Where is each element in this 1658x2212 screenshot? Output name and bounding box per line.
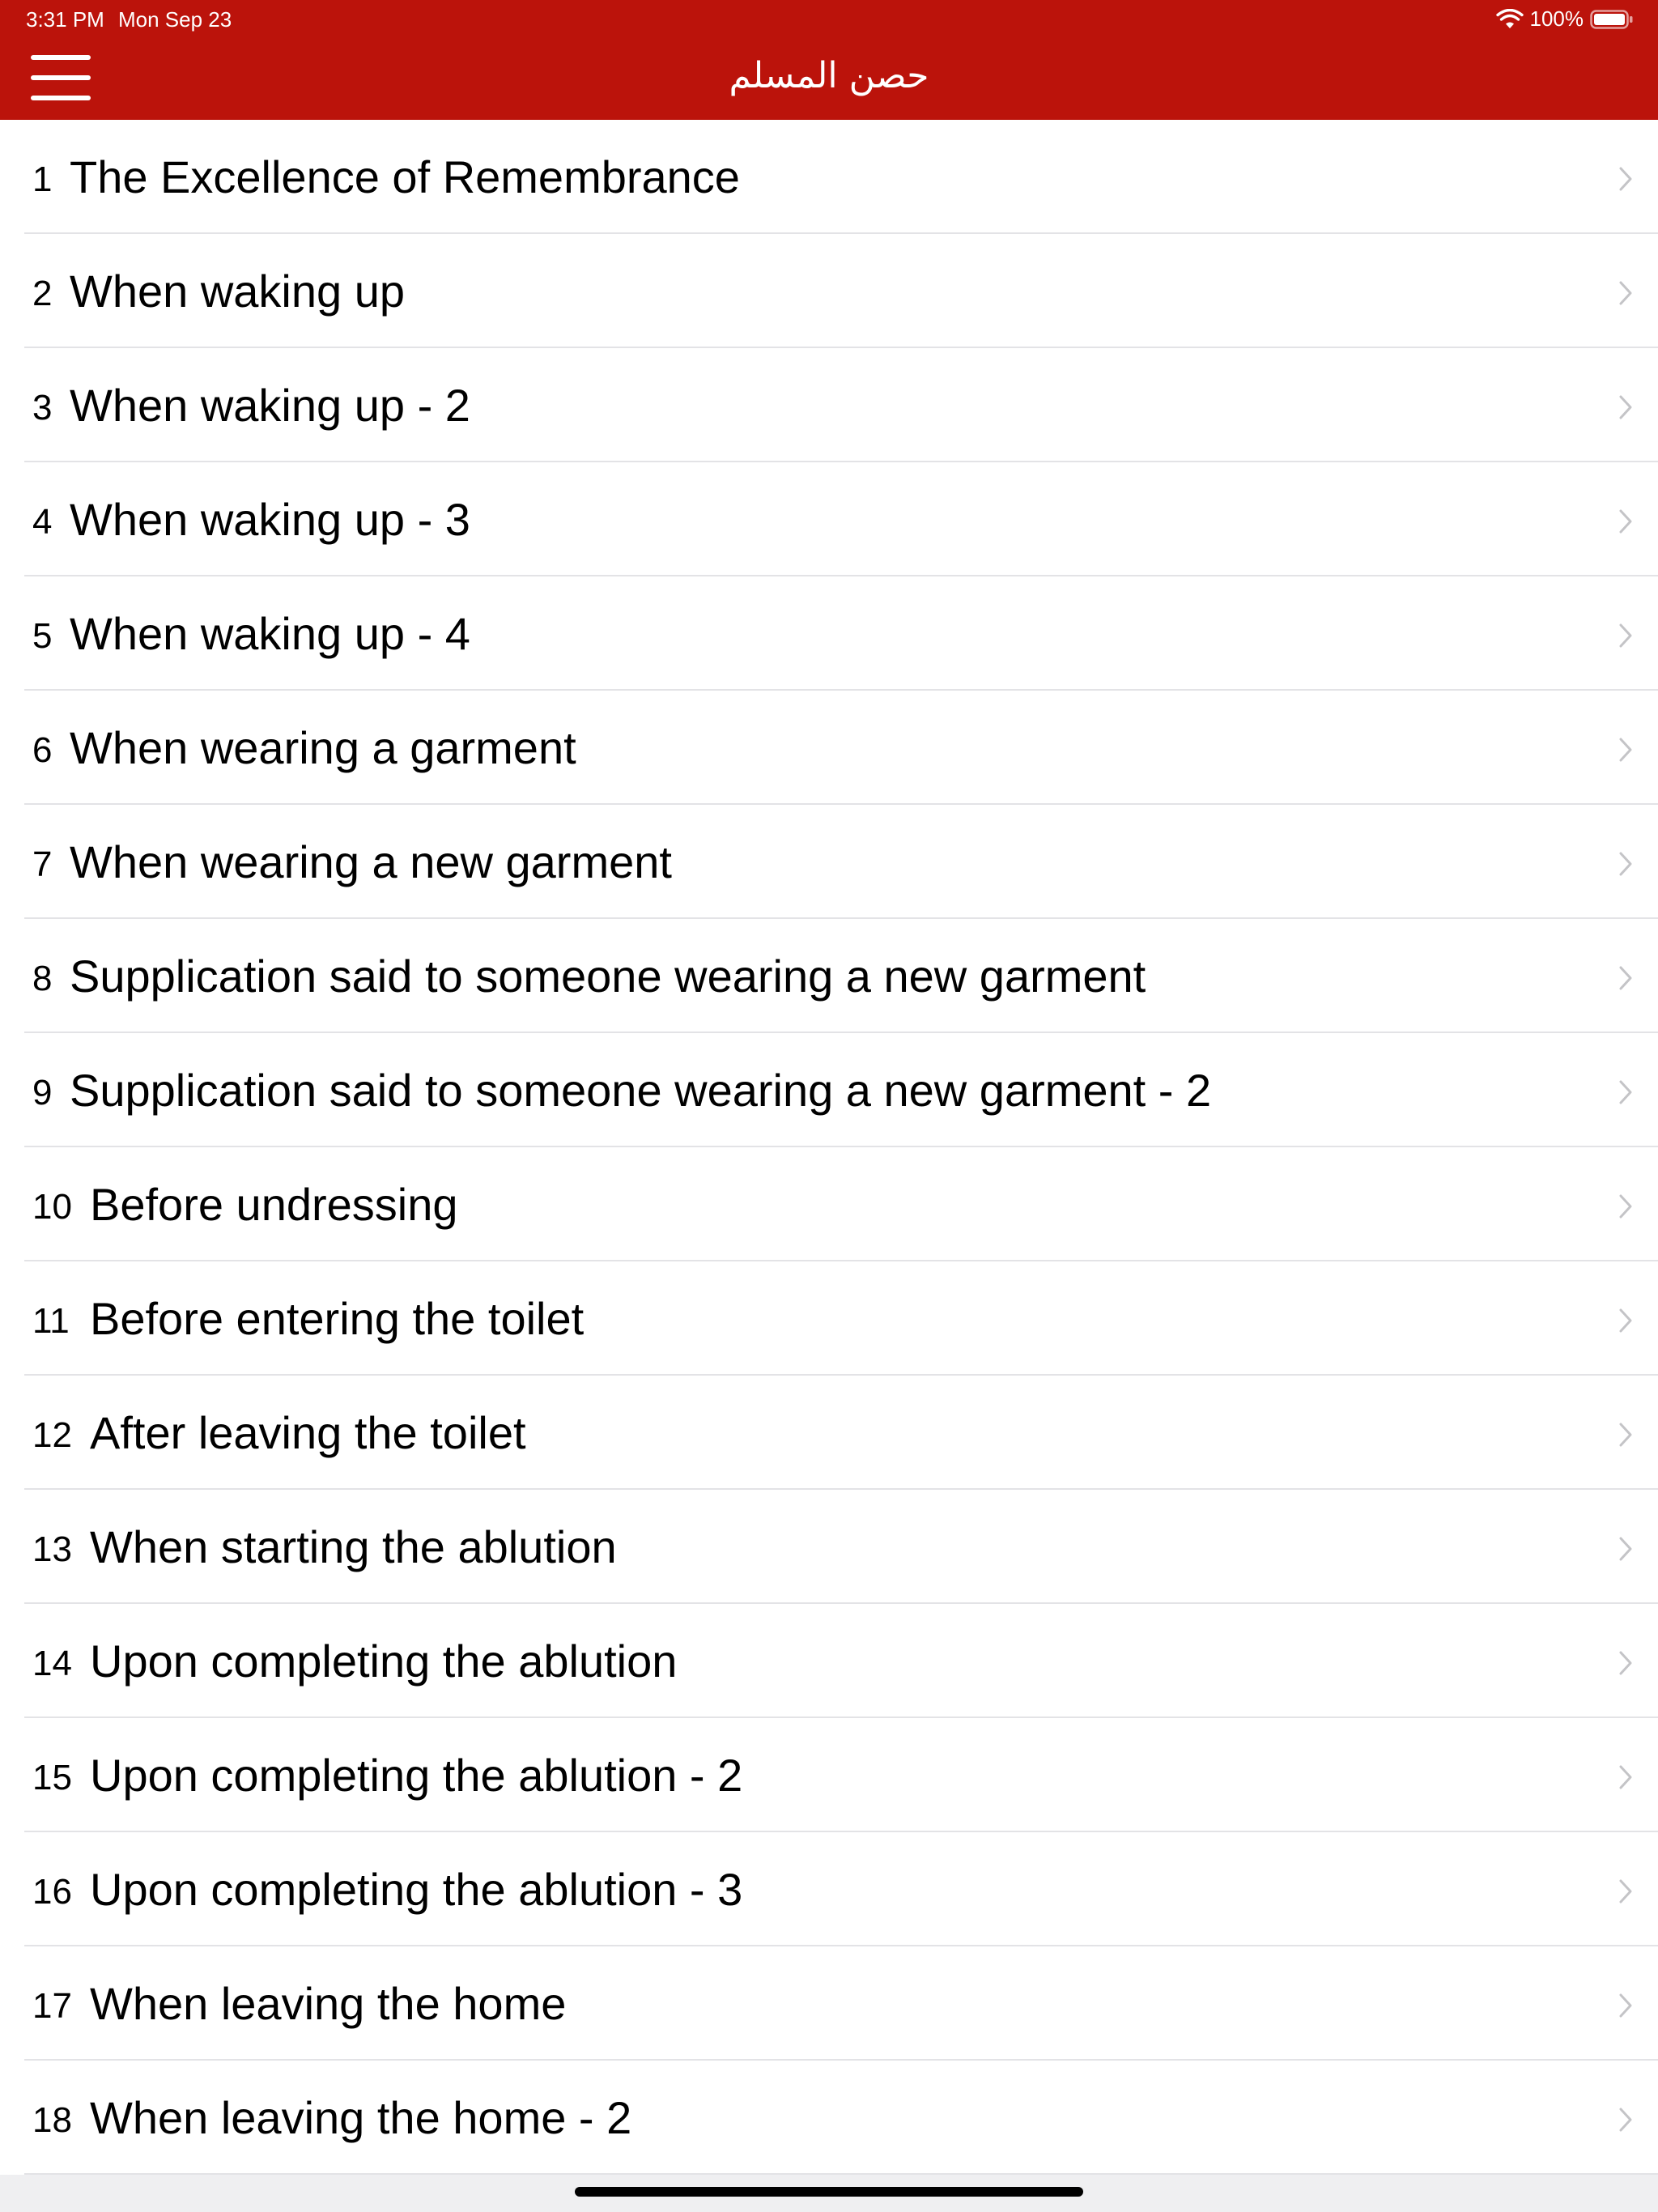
list-item-number: 13 — [32, 1529, 72, 1569]
list-item[interactable] — [0, 1033, 1658, 1147]
list-item-title: Upon completing the ablution - 3 — [90, 1864, 743, 1915]
list-item-number: 7 — [32, 844, 53, 884]
status-bar — [0, 0, 1658, 37]
list-item[interactable] — [0, 1946, 1658, 2061]
bottom-safe-area — [0, 2175, 1658, 2212]
top-bar — [0, 0, 1658, 120]
chevron-right-icon — [1619, 1308, 1632, 1333]
chapter-list — [0, 120, 1658, 2175]
list-item-title: When leaving the home - 2 — [90, 2092, 632, 2143]
list-item-title: Before undressing — [90, 1179, 458, 1230]
list-item[interactable] — [0, 1490, 1658, 1604]
list-item[interactable] — [0, 1718, 1658, 1832]
chevron-right-icon — [1619, 852, 1632, 876]
battery-icon — [1590, 9, 1634, 30]
list-item-number: 9 — [32, 1073, 53, 1112]
list-item-number: 3 — [32, 388, 53, 428]
chevron-right-icon — [1619, 2108, 1632, 2132]
chevron-right-icon — [1619, 1423, 1632, 1447]
list-item-number: 18 — [32, 2100, 72, 2140]
list-item-number: 12 — [32, 1415, 72, 1455]
navigation-bar — [0, 37, 1658, 120]
list-item[interactable] — [0, 1832, 1658, 1946]
list-item-title: When waking up - 3 — [70, 494, 470, 545]
list-item-number: 5 — [32, 616, 53, 656]
chevron-right-icon — [1619, 1879, 1632, 1904]
list-item-number: 1 — [32, 160, 53, 199]
list-item-title: Before entering the toilet — [90, 1293, 585, 1344]
chevron-right-icon — [1619, 1537, 1632, 1561]
list-item[interactable] — [0, 805, 1658, 919]
nav-title: حصن المسلم — [729, 55, 929, 96]
status-indicators — [1496, 6, 1635, 32]
list-item-title: After leaving the toilet — [90, 1407, 526, 1458]
chevron-right-icon — [1619, 1080, 1632, 1104]
chevron-right-icon — [1619, 395, 1632, 419]
chevron-right-icon — [1619, 1993, 1632, 2018]
list-item-number: 10 — [32, 1187, 72, 1227]
list-item[interactable] — [0, 1604, 1658, 1718]
list-item-title: When wearing a new garment — [70, 836, 672, 887]
list-item-title: When waking up - 2 — [70, 380, 470, 431]
list-item[interactable] — [0, 576, 1658, 691]
status-time: 3:31 PM — [26, 7, 104, 32]
list-item-number: 11 — [32, 1301, 70, 1341]
list-item-title: Upon completing the ablution - 2 — [90, 1750, 743, 1801]
chevron-right-icon — [1619, 966, 1632, 990]
list-item-title: When waking up — [70, 266, 406, 317]
chevron-right-icon — [1619, 509, 1632, 534]
chevron-right-icon — [1619, 1765, 1632, 1789]
battery-percentage: 100% — [1529, 6, 1584, 31]
list-item-number: 4 — [32, 502, 53, 542]
status-date: Mon Sep 23 — [118, 7, 232, 32]
chevron-right-icon — [1619, 738, 1632, 762]
list-item[interactable] — [0, 2061, 1658, 2175]
list-item[interactable] — [0, 462, 1658, 576]
chevron-right-icon — [1619, 1651, 1632, 1675]
list-item[interactable] — [0, 919, 1658, 1033]
list-item-title: Supplication said to someone wearing a new garment - 2 — [70, 1065, 1212, 1116]
list-item-title: Upon completing the ablution — [90, 1636, 678, 1687]
list-item-title: The Excellence of Remembrance — [70, 151, 740, 202]
wifi-icon — [1496, 9, 1524, 30]
list-item-title: When leaving the home — [90, 1978, 567, 2029]
list-item-number: 17 — [32, 1986, 72, 2026]
list-item-number: 8 — [32, 959, 53, 998]
list-item-title: When starting the ablution — [90, 1521, 617, 1572]
list-item[interactable] — [0, 691, 1658, 805]
list-item[interactable] — [0, 1147, 1658, 1261]
list-item[interactable] — [0, 348, 1658, 462]
chevron-right-icon — [1619, 281, 1632, 305]
list-item[interactable] — [0, 234, 1658, 348]
list-item-number: 16 — [32, 1872, 72, 1912]
list-item-title: When waking up - 4 — [70, 608, 470, 659]
list-item-title: Supplication said to someone wearing a new garment — [70, 951, 1146, 1002]
chevron-right-icon — [1619, 1194, 1632, 1219]
list-item[interactable] — [0, 1261, 1658, 1376]
list-item[interactable] — [0, 120, 1658, 234]
list-item-number: 6 — [32, 730, 53, 770]
list-item[interactable] — [0, 1376, 1658, 1490]
chevron-right-icon — [1619, 167, 1632, 191]
list-item-number: 14 — [32, 1644, 72, 1683]
chevron-right-icon — [1619, 623, 1632, 648]
list-item-number: 2 — [32, 274, 53, 313]
home-indicator[interactable] — [575, 2187, 1083, 2197]
list-item-title: When wearing a garment — [70, 722, 576, 773]
list-item-number: 15 — [32, 1758, 72, 1797]
